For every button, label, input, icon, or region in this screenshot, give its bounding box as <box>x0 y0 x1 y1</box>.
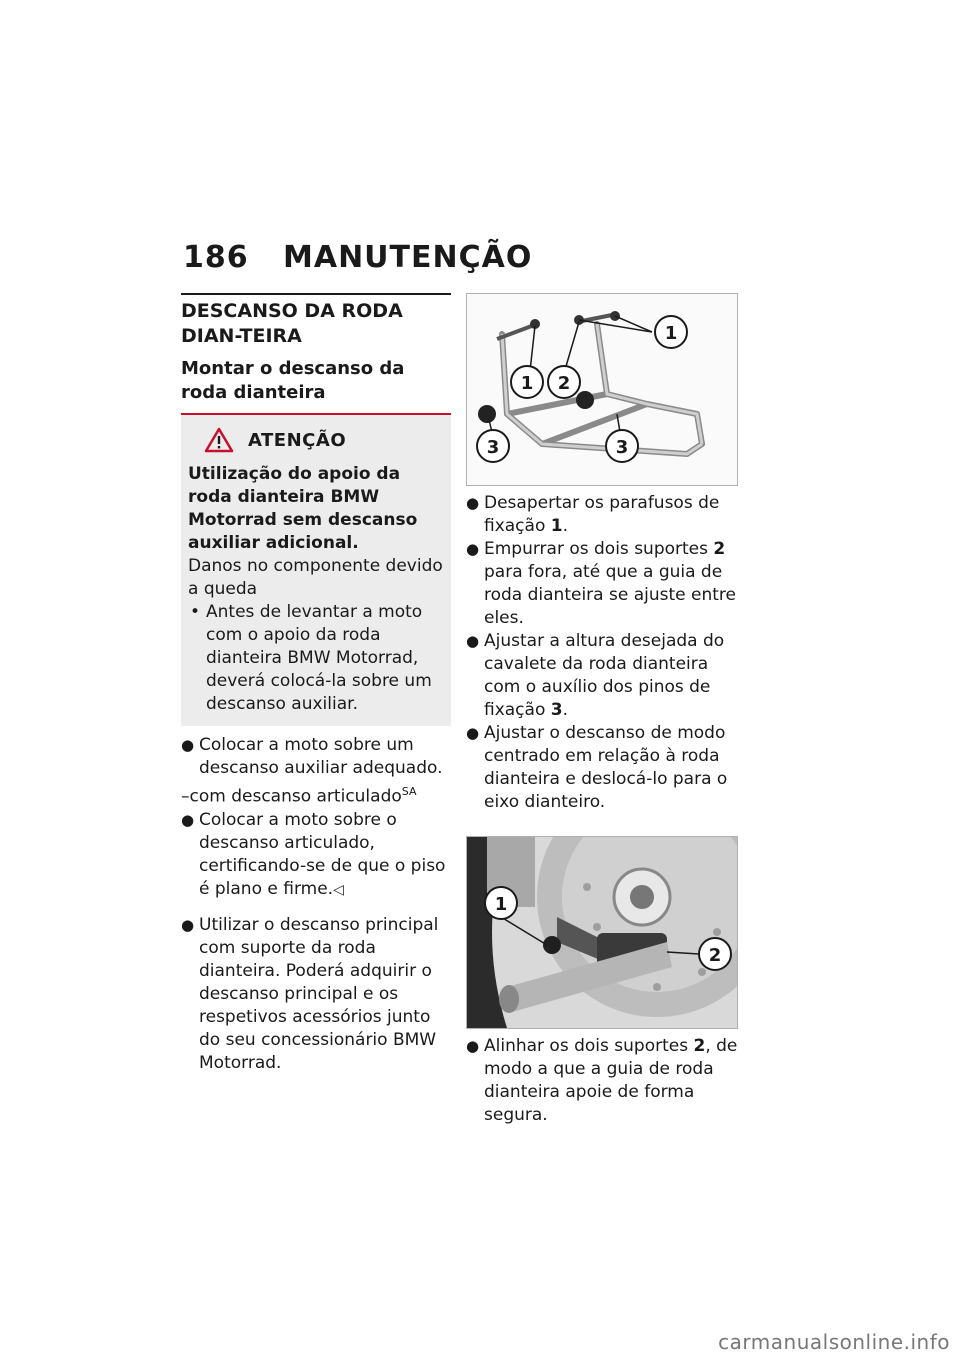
right-steps-list-2 <box>466 1035 738 1127</box>
list-item: ● Ajustar a altura desejada do cavalete da roda dianteira com o auxílio dos pinos de fixação 3. <box>466 631 725 720</box>
warning-triangle-icon <box>204 427 234 453</box>
warning-label: ATENÇÃO <box>248 429 347 451</box>
page-header <box>183 240 743 280</box>
list-item: ● Desapertar os parafusos de fixação 1. <box>466 493 720 536</box>
bullet-icon: ● <box>466 494 480 512</box>
bullet-icon: ● <box>181 915 195 934</box>
section-divider <box>181 293 451 295</box>
page-number: 186 <box>183 240 249 275</box>
list-item: ● Colocar a moto sobre um descanso auxiliar adequado. <box>181 735 443 778</box>
bullet-icon: ● <box>466 724 480 742</box>
callout-label: 2 <box>708 945 722 966</box>
warning-cause: Utilização do apoio da roda dianteira BMW Motorrad sem descanso auxiliar adicional. <box>188 464 418 553</box>
callout-markers <box>477 316 687 462</box>
left-column <box>181 293 451 1075</box>
callout-label: 3 <box>615 437 629 458</box>
chapter-title: MANUTENÇÃO <box>283 240 533 275</box>
callout-label: 1 <box>664 323 678 344</box>
warning-actions <box>188 601 443 716</box>
subsection-title: Montar o descanso da roda dianteira <box>181 358 405 403</box>
list-item: ● Ajustar o descanso de modo centrado em relação à roda dianteira e deslocá-lo para o eixo dianteiro. <box>466 723 728 812</box>
option-line: –com descanso articulado$^{SA}$ <box>181 785 417 807</box>
list-item: ● Colocar a moto sobre o descanso articulado, certificando-se de que o piso é plano e firme.◁ <box>181 809 446 899</box>
section-title: DESCANSO DA RODA DIAN-TEIRA <box>181 300 403 347</box>
front-stand-illustration <box>467 294 737 485</box>
bullet-icon: ● <box>466 540 480 558</box>
right-column <box>466 293 738 1127</box>
warning-action-item: • Antes de levantar a moto com o apoio da roda dianteira BMW Motorrad, deverá colocá-la sobre um descanso auxiliar. <box>188 601 443 716</box>
bullet-icon: ● <box>181 736 195 754</box>
wheel-axle-figure <box>466 836 738 1029</box>
front-stand-figure <box>466 293 738 486</box>
wheel-axle-illustration <box>467 837 737 1028</box>
bullet-icon: ● <box>466 1037 480 1055</box>
callout-label: 2 <box>557 373 571 394</box>
option-superscript: SA <box>401 785 417 798</box>
left-steps-list-2 <box>181 809 451 902</box>
watermark: carmanualsonline.info <box>718 1330 950 1354</box>
bullet-icon: ● <box>466 632 480 650</box>
warning-consequence: Danos no componente devido a queda <box>188 556 443 599</box>
callout-label: 1 <box>494 894 508 915</box>
left-steps-list-3 <box>181 914 451 1075</box>
list-item: ● Alinhar os dois suportes 2, de modo a que a guia de roda dianteira apoie de forma segura. <box>466 1036 738 1125</box>
right-steps-list <box>466 492 738 814</box>
list-item: ● Empurrar os dois suportes 2 para fora, até que a guia de roda dianteira se ajuste entre eles. <box>466 539 736 628</box>
callout-label: 3 <box>486 437 500 458</box>
left-steps-list-1 <box>181 734 451 780</box>
bullet-icon: ● <box>181 810 195 829</box>
callout-label: 1 <box>520 373 534 394</box>
list-item: ● Utilizar o descanso principal com suporte da roda dianteira. Poderá adquirir o descanso principal e os respetivos acessórios junto do seu concessionário BMW Motorrad. <box>181 914 439 1073</box>
warning-header <box>204 427 443 453</box>
end-mark-icon: ◁ <box>333 881 344 898</box>
warning-box <box>181 415 451 726</box>
